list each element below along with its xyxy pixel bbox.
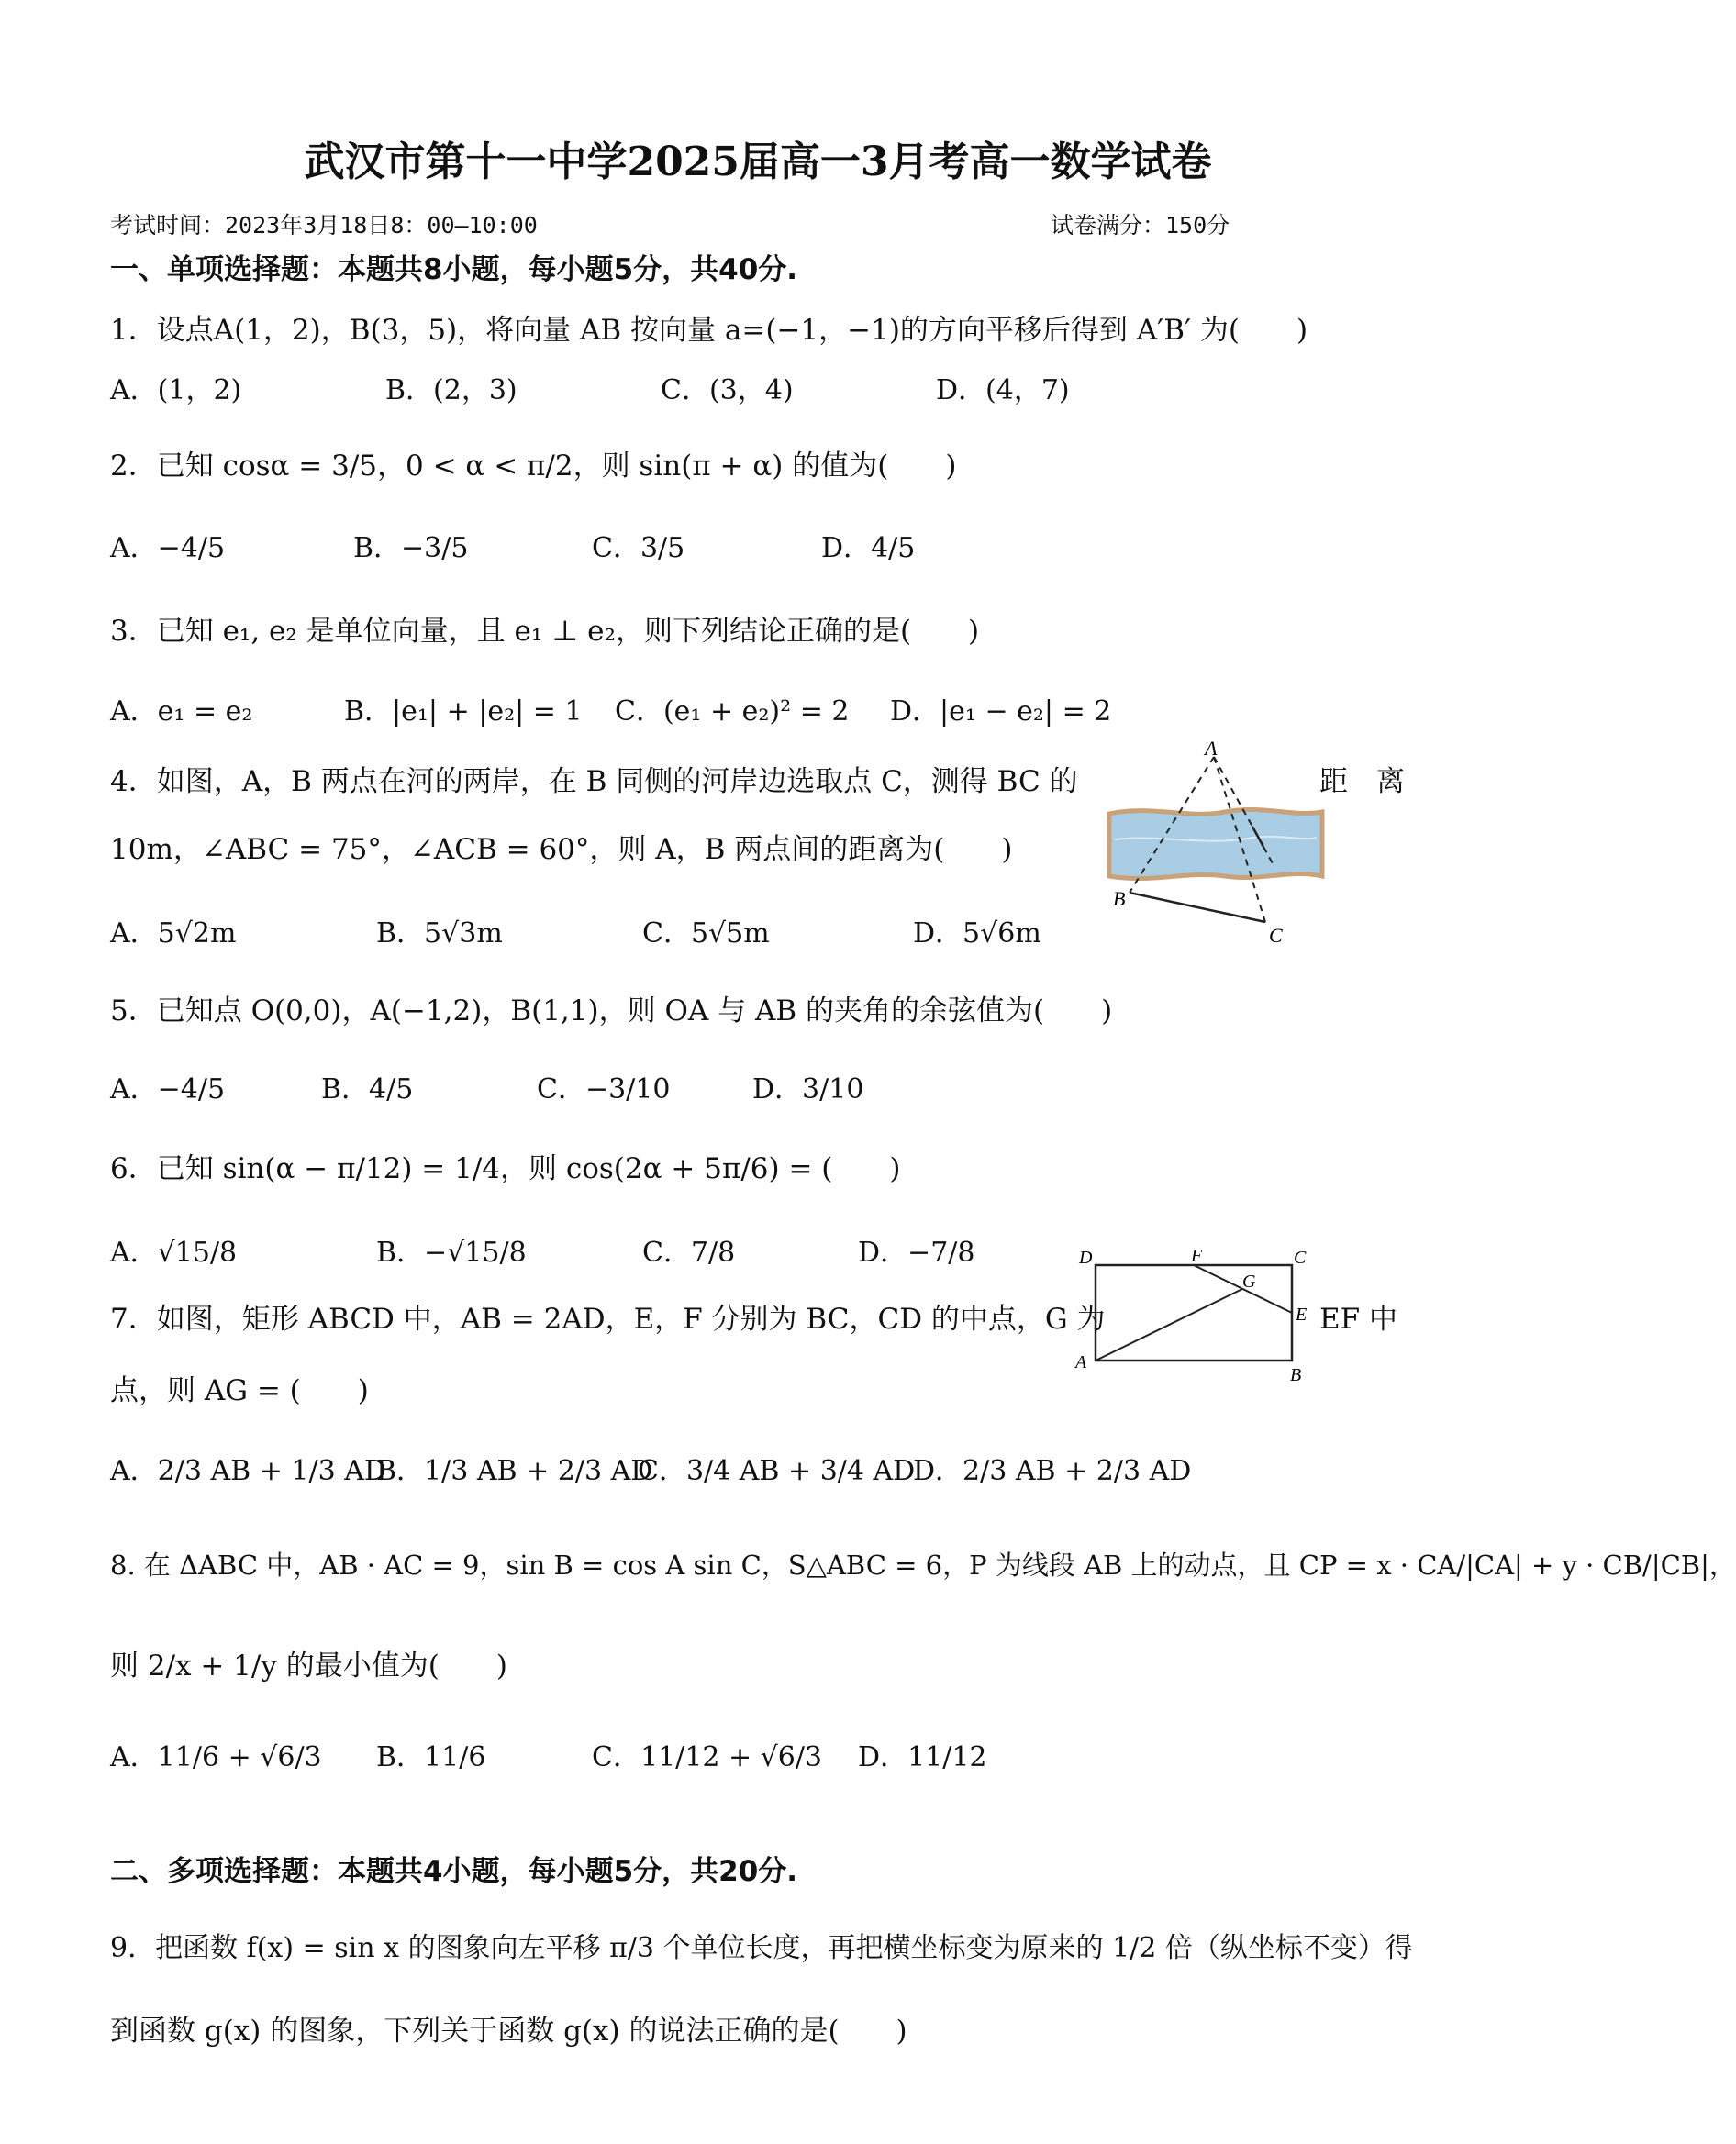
river-shape xyxy=(1109,809,1322,878)
q6-stem: 6．已知 sin(α − π/12) = 1/4，则 cos(2α + 5π/6) = ( ) xyxy=(110,1152,901,1185)
q4-option-d: D．5√6m xyxy=(913,917,1041,950)
q5-option-b: B．4/5 xyxy=(321,1073,414,1105)
q4-stem-line2: 10m，∠ABC = 75°，∠ACB = 60°，则 A，B 两点间的距离为( ) xyxy=(110,833,1013,866)
q8-option-d: D．11/12 xyxy=(858,1741,987,1773)
q2-option-b: B．−3/5 xyxy=(353,532,469,564)
q3-stem: 3．已知 e₁, e₂ 是单位向量，且 e₁ ⊥ e₂，则下列结论正确的是( ) xyxy=(110,615,980,648)
q7-option-c: C．3/4 AB + 3/4 AD xyxy=(638,1455,916,1487)
q6-option-b: B．−√15/8 xyxy=(376,1237,527,1269)
label-e: E xyxy=(1296,1305,1308,1325)
q8-stem-line1: 8. 在 ΔABC 中，AB · AC = 9，sin B = cos A sin C，S△ABC = 6，P 为线段 AB 上的动点，且 CP = x · CA/|CA| + y · CB/|CB|， xyxy=(110,1550,1736,1581)
q4-stem-line1-tail: 距 离 xyxy=(1319,765,1405,798)
q2-option-d: D．4/5 xyxy=(821,532,916,564)
q7-stem-line1: 7．如图，矩形 ABCD 中，AB = 2AD，E，F 分别为 BC，CD 的中点，G 为 xyxy=(110,1303,1106,1336)
label-c: C xyxy=(1294,1248,1307,1268)
label-d: D xyxy=(1079,1248,1093,1268)
q1-stem: 1．设点A(1，2)，B(3，5)，将向量 AB 按向量 a=(−1，−1)的方向平移后得到 A′B′ 为( ) xyxy=(110,314,1308,347)
label-f: F xyxy=(1191,1246,1203,1266)
q9-stem-line1: 9．把函数 f(x) = sin x 的图象向左平移 π/3 个单位长度，再把横坐标变为原来的 1/2 倍（纵坐标不变）得 xyxy=(110,1932,1413,1964)
q8-option-c: C．11/12 + √6/3 xyxy=(592,1741,823,1773)
q1-option-d: D．(4，7) xyxy=(936,374,1070,406)
q3-option-a: A．e₁ = e₂ xyxy=(110,695,253,728)
q6-option-c: C．7/8 xyxy=(642,1237,736,1269)
q3-option-c: C．(e₁ + e₂)² = 2 xyxy=(615,695,850,728)
q4-option-b: B．5√3m xyxy=(376,917,503,950)
q3-option-b: B．|e₁| + |e₂| = 1 xyxy=(344,695,583,728)
q2-option-c: C．3/5 xyxy=(592,532,685,564)
q5-option-a: A．−4/5 xyxy=(110,1073,226,1105)
label-a: A xyxy=(1205,737,1218,760)
q4-option-c: C．5√5m xyxy=(642,917,770,950)
q7-stem-line1-tail: EF 中 xyxy=(1319,1303,1397,1336)
label-b: B xyxy=(1113,887,1126,910)
section-1-heading: 一、单项选择题：本题共8小题，每小题5分，共40分. xyxy=(110,253,798,286)
q7-option-b: B．1/3 AB + 2/3 AD xyxy=(376,1455,653,1487)
q6-option-a: A．√15/8 xyxy=(110,1237,238,1269)
q9-stem-line2: 到函数 g(x) 的图象，下列关于函数 g(x) 的说法正确的是( ) xyxy=(110,2015,907,2048)
q4-option-a: A．5√2m xyxy=(110,917,237,950)
q6-option-d: D．−7/8 xyxy=(858,1237,975,1269)
q8-stem-line2: 则 2/x + 1/y 的最小值为( ) xyxy=(110,1650,507,1683)
q8-option-a: A．11/6 + √6/3 xyxy=(110,1741,322,1773)
rectangle-figure xyxy=(1074,1243,1321,1390)
q1-option-a: A．(1，2) xyxy=(110,374,242,406)
full-score: 试卷满分：150分 xyxy=(1051,212,1230,239)
q8-option-b: B．11/6 xyxy=(376,1741,486,1773)
section-2-heading: 二、多项选择题：本题共4小题，每小题5分，共20分. xyxy=(110,1855,798,1888)
exam-time: 考试时间：2023年3月18日8：00—10:00 xyxy=(110,212,538,239)
label-b: B xyxy=(1290,1365,1302,1385)
label-c: C xyxy=(1269,924,1283,947)
q2-option-a: A．−4/5 xyxy=(110,532,226,564)
label-g: G xyxy=(1242,1272,1256,1292)
q5-stem: 5．已知点 O(0,0)，A(−1,2)，B(1,1)，则 OA 与 AB 的夹角的余弦值为( ) xyxy=(110,994,1113,1028)
q7-option-a: A．2/3 AB + 1/3 AD xyxy=(110,1455,386,1487)
line-ag xyxy=(1096,1289,1242,1361)
q5-option-c: C．−3/10 xyxy=(537,1073,671,1105)
q2-stem: 2．已知 cosα = 3/5，0 < α < π/2，则 sin(π + α) 的值为( ) xyxy=(110,450,957,483)
river-figure xyxy=(1106,739,1326,954)
q7-stem-line2: 点，则 AG = ( ) xyxy=(110,1374,369,1407)
q7-option-d: D．2/3 AB + 2/3 AD xyxy=(913,1455,1192,1487)
label-a: A xyxy=(1075,1352,1087,1372)
page-title: 武汉市第十一中学2025届高一3月考高一数学试卷 xyxy=(304,139,1212,185)
q1-option-c: C．(3，4) xyxy=(661,374,794,406)
q5-option-d: D．3/10 xyxy=(752,1073,864,1105)
line-bc xyxy=(1130,893,1265,922)
q3-option-d: D．|e₁ − e₂| = 2 xyxy=(890,695,1112,728)
q4-stem-line1: 4．如图，A，B 两点在河的两岸，在 B 同侧的河岸边选取点 C，测得 BC 的 xyxy=(110,765,1078,798)
q1-option-b: B．(2，3) xyxy=(385,374,517,406)
